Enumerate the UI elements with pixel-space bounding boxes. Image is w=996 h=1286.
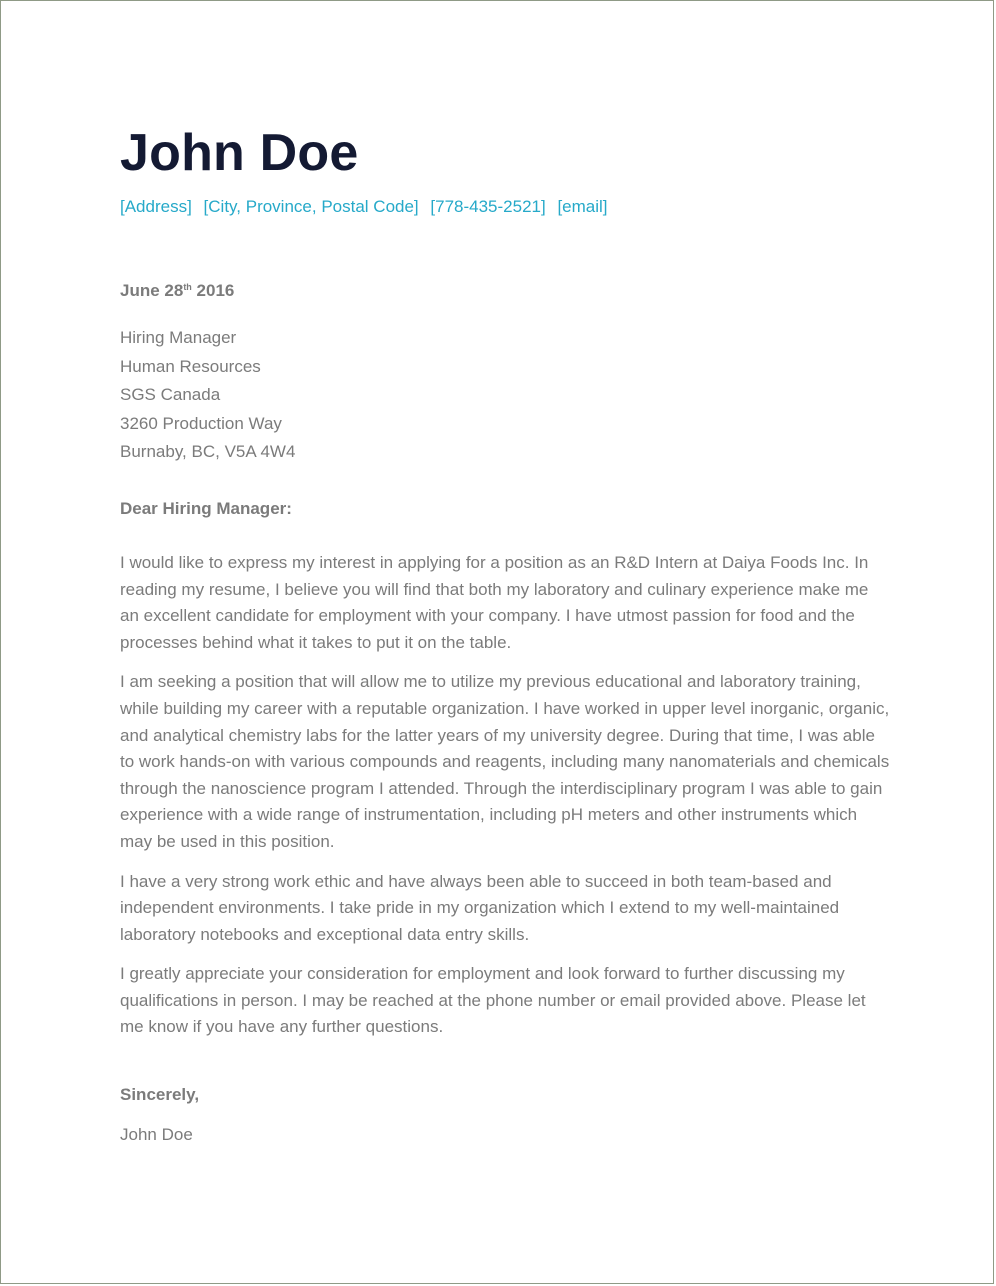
date-suffix: th (183, 282, 192, 292)
body-paragraph: I greatly appreciate your consideration for employment and look forward to further discussing my qualifications in person. I may be reached at the phone number or email provided above. Please let me know if you have any further questions. (120, 964, 866, 1037)
letter-body (120, 550, 890, 1041)
sender-name: John Doe (120, 124, 359, 182)
letter-content (120, 121, 890, 1147)
signature: John Doe (120, 1125, 193, 1145)
recipient-line: Hiring Manager (120, 328, 237, 347)
salutation: Dear Hiring Manager: (120, 498, 292, 518)
contact-address: [Address] (120, 197, 192, 216)
date-year: 2016 (191, 281, 235, 300)
recipient-block (120, 324, 890, 467)
recipient-line: Human Resources (120, 356, 261, 376)
contact-email: [email] (557, 197, 608, 216)
body-paragraph: I would like to express my interest in applying for a position as an R&D Intern at Daiya Foods Inc. In reading my resume, I believe you will find that both my laboratory and culinary experience make me an excellent candidate for employment with your company. I have utmost passion for food and the processes behind what it takes to put it on the table. (120, 552, 869, 652)
closing: Sincerely, (120, 1085, 200, 1105)
body-paragraph: I have a very strong work ethic and have always been able to succeed in both team-based and independent environments. I take pride in my organization which I extend to my well-maintained laboratory notebooks and exceptional data entry skills. (120, 871, 840, 944)
recipient-line: 3260 Production Way (120, 413, 282, 433)
date-month-day: June 28 (120, 281, 184, 300)
contact-phone: [778-435-2521] (430, 197, 546, 216)
letter-date (120, 279, 890, 303)
contact-city: [City, Province, Postal Code] (203, 197, 419, 216)
contact-line (120, 195, 890, 219)
body-paragraph: I am seeking a position that will allow me to utilize my previous educational and laboratory training, while building my career with a reputable organization. I have worked in upper level inorganic, organic, and analytical chemistry labs for the latter years of my university degree. During that time, I was able to work hands-on with various compounds and reagents, including many nanomaterials and chemicals through the nanoscience program I attended. Through the interdisciplinary program I was able to gain experience with a wide range of instrumentation, including pH meters and other instruments which may be used in this position. (120, 672, 890, 851)
recipient-line: Burnaby, BC, V5A 4W4 (120, 442, 296, 462)
recipient-line: SGS Canada (120, 385, 221, 405)
